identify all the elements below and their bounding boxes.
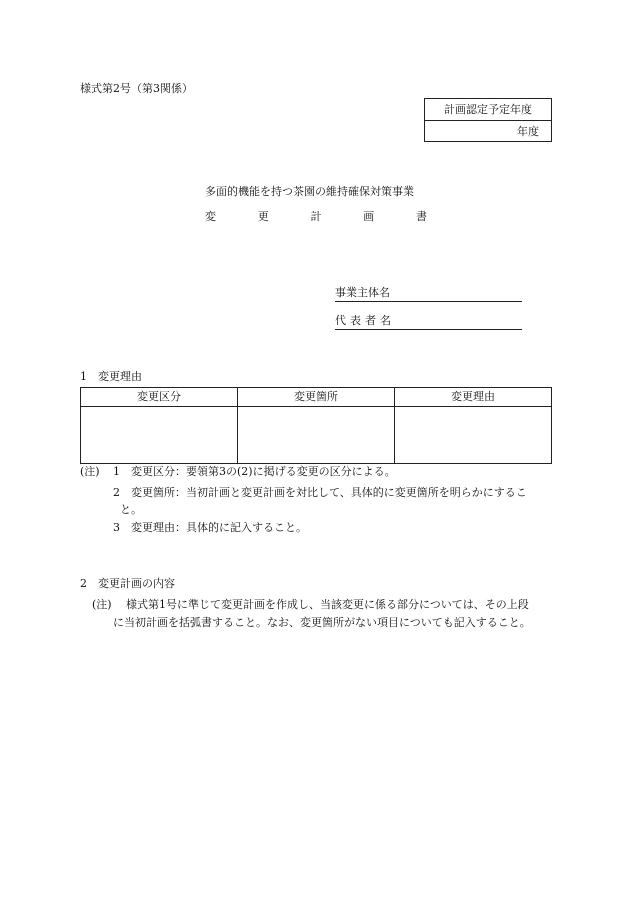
representative-char: 表 bbox=[350, 314, 361, 327]
table-header-row bbox=[81, 388, 552, 407]
entity-name-label: 事業主体名 bbox=[335, 286, 390, 299]
note-item: 1 変更区分：要領第3の(2)に掲げる変更の区分による。 bbox=[113, 465, 396, 478]
note-label: (注) bbox=[80, 465, 100, 478]
representative-line bbox=[335, 314, 522, 330]
column-header: 変更理由 bbox=[395, 388, 552, 407]
representative-char: 者 bbox=[365, 314, 376, 327]
column-header: 変更区分 bbox=[81, 388, 238, 407]
table-cell bbox=[238, 407, 395, 464]
note-item: 2 変更箇所：当初計画と変更計画を対比して、具体的に変更箇所を明らかにするこ bbox=[113, 486, 527, 499]
table-row bbox=[81, 407, 552, 464]
plan-year-header: 計画認定予定年度 bbox=[444, 103, 532, 116]
section2-note-line: 様式第1号に準じて変更計画を作成し、当該変更に係る部分については、その上段 bbox=[126, 598, 529, 611]
representative-char: 代 bbox=[335, 314, 346, 327]
note-item: 3 変更理由：具体的に記入すること。 bbox=[113, 521, 307, 534]
subtitle-char: 変 bbox=[205, 210, 216, 223]
note-item-continuation: と。 bbox=[120, 503, 142, 516]
entity-name-line bbox=[335, 286, 522, 302]
plan-year-value: 年度 bbox=[425, 120, 551, 142]
subtitle-char: 更 bbox=[257, 210, 269, 223]
section2-note-label: (注) bbox=[92, 598, 112, 611]
document-subtitle bbox=[205, 210, 427, 224]
change-reason-table bbox=[80, 387, 552, 464]
document-title: 多面的機能を持つ茶園の維持確保対策事業 bbox=[205, 185, 414, 198]
subtitle-char: 計 bbox=[310, 210, 322, 223]
table-cell bbox=[395, 407, 552, 464]
plan-year-box bbox=[424, 98, 552, 142]
column-header: 変更箇所 bbox=[238, 388, 395, 407]
form-number-label: 様式第2号（第3関係） bbox=[80, 82, 193, 95]
representative-char: 名 bbox=[380, 314, 391, 327]
table-cell bbox=[81, 407, 238, 464]
subtitle-char: 画 bbox=[363, 210, 375, 223]
section1-heading: 1 変更理由 bbox=[80, 370, 142, 383]
section2-heading: 2 変更計画の内容 bbox=[80, 577, 175, 590]
subtitle-char: 書 bbox=[416, 210, 427, 223]
section2-note-line: に当初計画を括弧書すること。なお、変更箇所がない項目についても記入すること。 bbox=[113, 616, 531, 629]
